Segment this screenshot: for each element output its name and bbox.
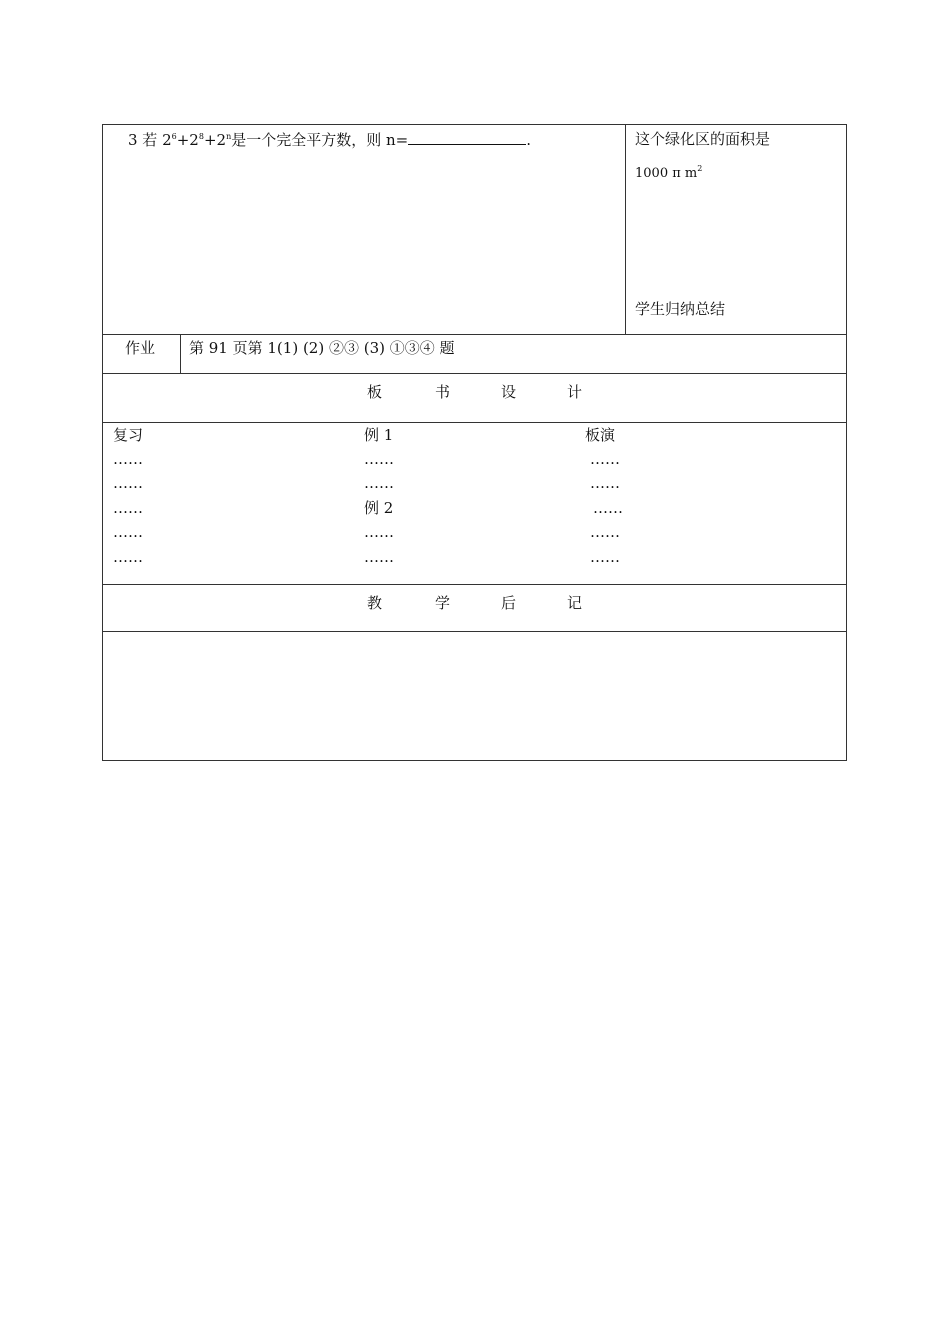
practice-heading: 板演 (585, 426, 616, 444)
practice-dots-4: …… (590, 523, 620, 541)
notes-title-char-3: 后 (501, 594, 517, 612)
row1-divider (625, 125, 626, 334)
notes-title-char-2: 学 (435, 594, 451, 612)
board-title-char-2: 书 (435, 383, 451, 401)
board-title-char-1: 板 (367, 383, 383, 401)
answer-blank (408, 130, 526, 145)
homework-divider (180, 334, 181, 373)
example1-heading: 例 1 (364, 426, 394, 444)
teaching-notes-area (103, 632, 846, 760)
homework-label: 作业 (125, 339, 156, 357)
problem-mid1: +2 (176, 131, 199, 149)
lesson-table (102, 124, 847, 761)
problem-exp1: 6 (171, 132, 177, 141)
practice-dots-5: …… (590, 548, 620, 566)
notes-title-char-1: 教 (367, 594, 383, 612)
practice-dots-1: …… (590, 450, 620, 468)
teaching-notes-title (367, 594, 582, 612)
problem-exp2: 8 (198, 132, 204, 141)
problem-suffix: 是一个完全平方数，则 n= (231, 131, 409, 149)
right-note-line1: 这个绿化区的面积是 (635, 130, 771, 148)
example-dots-4: …… (364, 548, 394, 566)
area-exponent: 2 (697, 164, 703, 173)
area-value-text: 1000 π m (635, 166, 698, 181)
problem-end: . (526, 131, 531, 149)
review-heading: 复习 (113, 426, 144, 444)
practice-dots-3: …… (593, 499, 623, 517)
review-dots-4: …… (113, 523, 143, 541)
row-divider-3 (103, 422, 846, 423)
example-dots-3: …… (364, 523, 394, 541)
problem-mid2: +2 (203, 131, 227, 149)
row-divider-1 (103, 334, 846, 335)
review-dots-2: …… (113, 474, 143, 492)
example-dots-1: …… (364, 450, 394, 468)
practice-dots-2: …… (590, 474, 620, 492)
example2-heading: 例 2 (364, 499, 394, 517)
review-dots-1: …… (113, 450, 143, 468)
problem-prefix: 3 若 2 (128, 131, 172, 149)
board-title-char-3: 设 (501, 383, 517, 401)
review-dots-5: …… (113, 548, 143, 566)
review-dots-3: …… (113, 499, 143, 517)
problem-3 (128, 130, 531, 149)
example-dots-2: …… (364, 474, 394, 492)
board-title-char-4: 计 (567, 383, 583, 401)
homework-content: 第 91 页第 1(1) (2) ②③ (3) ①③④ 题 (189, 339, 455, 357)
board-design-title (367, 383, 582, 401)
problem-exp3: n (226, 132, 232, 141)
row-divider-2 (103, 373, 846, 374)
row-divider-4 (103, 584, 846, 585)
notes-title-char-4: 记 (567, 594, 583, 612)
student-summary: 学生归纳总结 (635, 300, 726, 318)
area-value (635, 165, 702, 183)
